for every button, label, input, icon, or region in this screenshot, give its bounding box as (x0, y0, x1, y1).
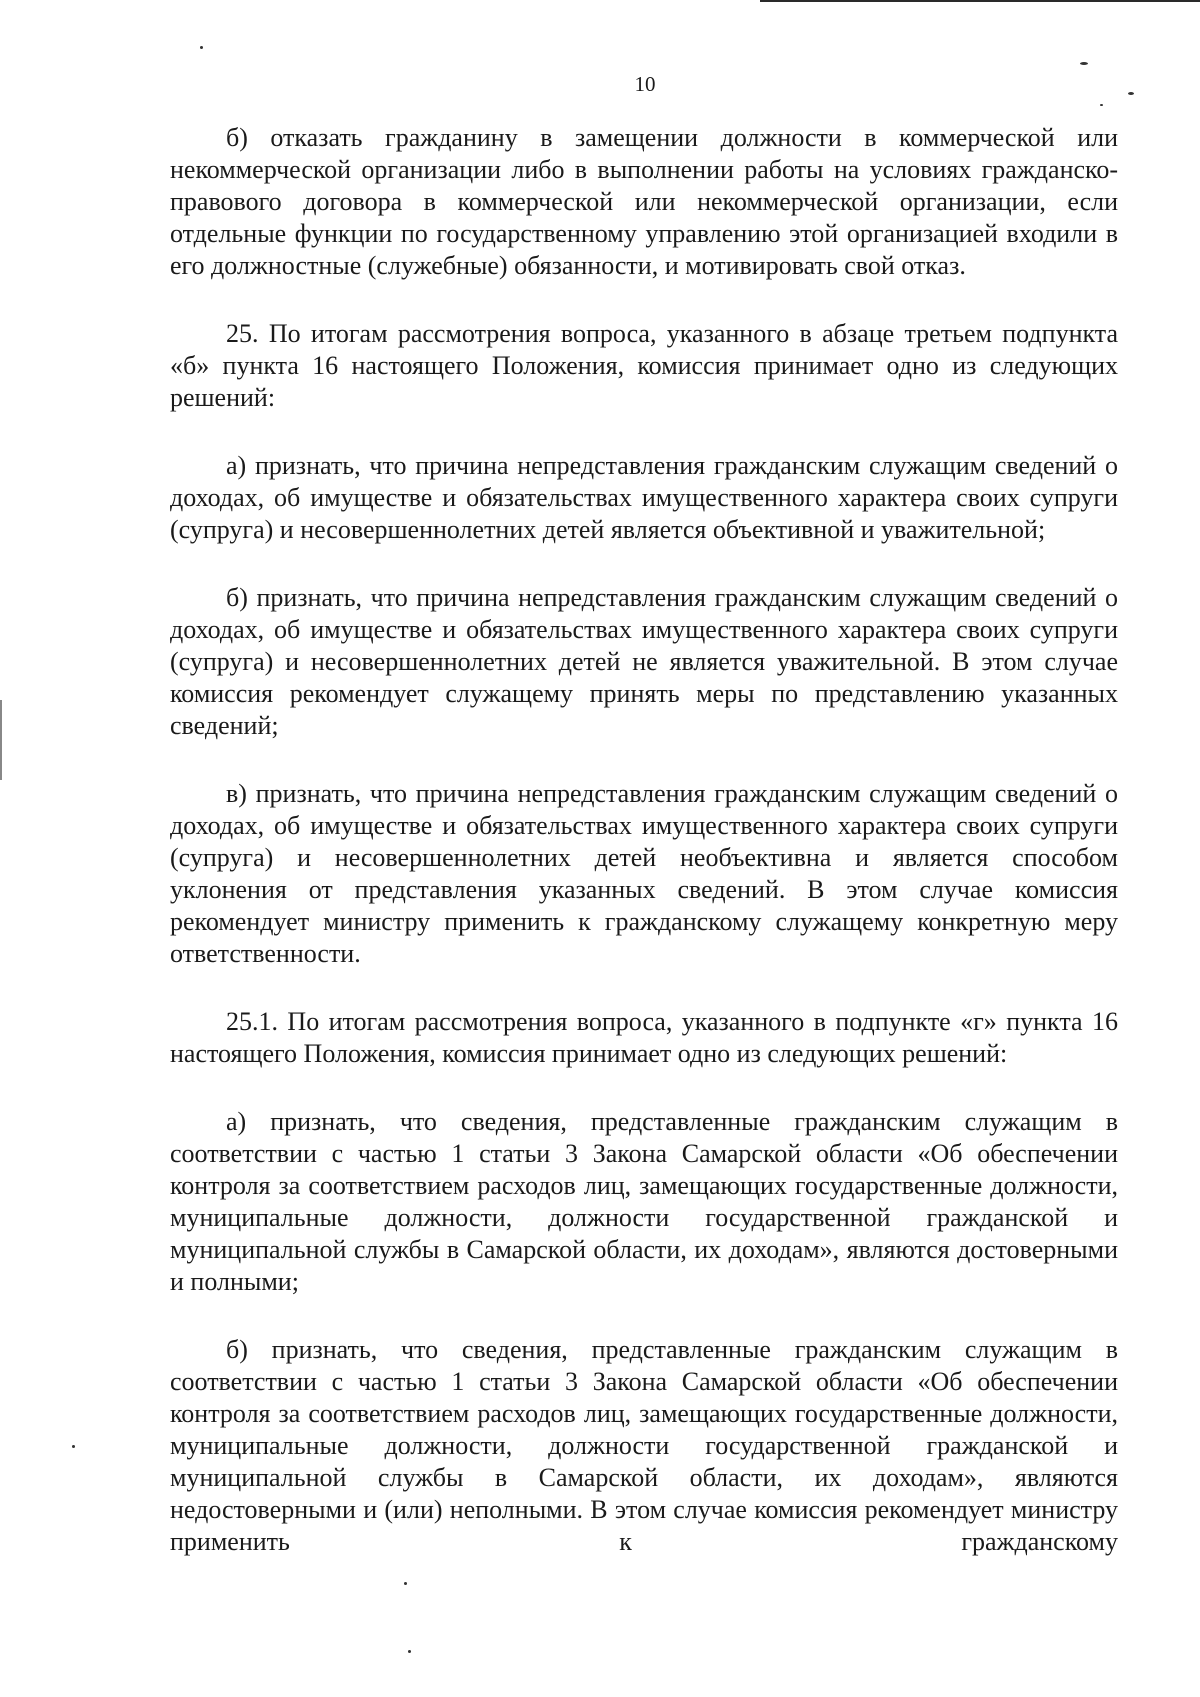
scan-edge-left (0, 700, 2, 780)
paragraph-25-1a: а) признать, что сведения, представленные гражданским служащим в соответствии с частью 1 статьи 3 Закона Самарской области «Об обеспечении контроля за соответствием расходов лиц, замещающих государственные должности, муниципальные должности, должности государственной гражданской и муниципальной службы в Самарской области, их доходам», являются достоверными и полными; (170, 1107, 1118, 1296)
scan-speck (200, 46, 203, 49)
page-number: 10 (634, 72, 656, 96)
scan-speck (408, 1650, 411, 1653)
document-body (170, 122, 1118, 1558)
scan-edge-top (760, 0, 1200, 2)
scan-speck (72, 1445, 75, 1448)
paragraph-25a: а) признать, что причина непредставления гражданским служащим сведений о доходах, об имуществе и обязательствах имущественного характера своих супруги (супруга) и несовершеннолетних детей является объективной и уважительной; (170, 451, 1118, 544)
scan-speck (404, 1582, 407, 1585)
scan-speck (1100, 104, 1103, 106)
paragraph-25-1: 25.1. По итогам рассмотрения вопроса, указанного в подпункте «г» пункта 16 настоящего Положения, комиссия принимает одно из следующих решений: (170, 1007, 1118, 1068)
paragraph-25-1b: б) признать, что сведения, представленные гражданским служащим в соответствии с частью 1 статьи 3 Закона Самарской области «Об обеспечении контроля за соответствием расходов лиц, замещающих государственные должности, муниципальные должности, должности государственной гражданской и муниципальной службы в Самарской области, их доходам», являются недостоверными и (или) неполными. В этом случае комиссия рекомендует министру применить к гражданскому (170, 1335, 1118, 1556)
scan-speck (1080, 62, 1088, 65)
paragraph-25: 25. По итогам рассмотрения вопроса, указанного в абзаце третьем подпункта «б» пункта 16 настоящего Положения, комиссия принимает одно из следующих решений: (170, 319, 1118, 412)
paragraph-25v: в) признать, что причина непредставления гражданским служащим сведений о доходах, об имуществе и обязательствах имущественного характера своих супруги (супруга) и несовершеннолетних детей необъективна и является способом уклонения от представления указанных сведений. В этом случае комиссия рекомендует министру применить к гражданскому служащему конкретную меру ответственности. (170, 779, 1118, 968)
paragraph-25b: б) признать, что причина непредставления гражданским служащим сведений о доходах, об имуществе и обязательствах имущественного характера своих супруги (супруга) и несовершеннолетних детей не является уважительной. В этом случае комиссия рекомендует служащему принять меры по представлению указанных сведений; (170, 583, 1118, 740)
paragraph-24b: б) отказать гражданину в замещении должности в коммерческой или некоммерческой организации либо в выполнении работы на условиях гражданско-правового договора в коммерческой или некоммерческой организации, если отдельные функции по государственному управлению этой организацией входили в его должностные (служебные) обязанности, и мотивировать свой отказ. (170, 123, 1118, 280)
